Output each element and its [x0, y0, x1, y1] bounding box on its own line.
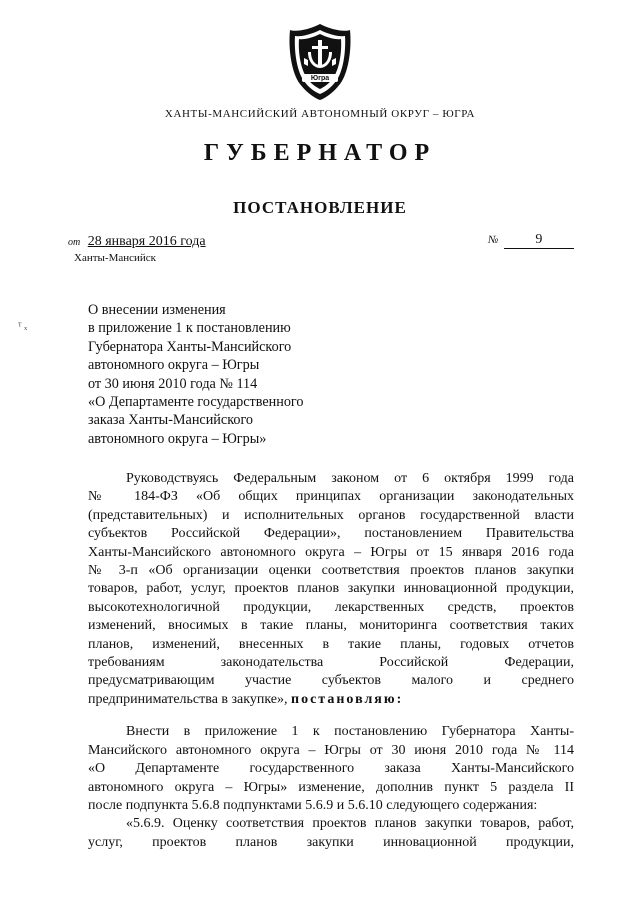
decree-body [88, 470, 574, 852]
document-type: ПОСТАНОВЛЕНИЕ [233, 198, 407, 217]
body-line: изменений, вносимых в такие планы, мониторинга соответствия таких [88, 618, 574, 634]
body-line: услуг, проектов планов закупки инновационной продукции, [88, 834, 574, 850]
decree-subject [88, 301, 388, 448]
subject-line: «О Департаменте государственного [88, 394, 304, 411]
subject-line: автономного округа – Югры» [88, 430, 267, 447]
date-prefix: от [68, 237, 81, 248]
subject-line: О внесении изменения [88, 302, 226, 318]
body-line: товаров, работ, услуг, проектов планов закупки инновационной продукции, [88, 581, 574, 597]
body-line: после подпункта 5.6.8 подпунктами 5.6.9 и 5.6.10 следующего содержания: [88, 797, 538, 813]
body-line: (представительных) и исполнительных органов государственной власти [88, 507, 574, 523]
emblem-caption: Югра [310, 75, 330, 82]
margin-mark: ᵀ ₓ [18, 321, 28, 332]
decree-number-row [488, 232, 574, 249]
body-line: субъектов Российской Федерации», постановлением Правительства [88, 526, 574, 542]
coat-of-arms-icon [278, 20, 362, 104]
body-line: Мансийского автономного округа – Югры от 30 июня 2010 года № 114 [88, 742, 574, 758]
decree-date: 28 января 2016 года [87, 234, 206, 249]
resolve-word: постановляю: [291, 691, 404, 707]
body-line-final [88, 691, 574, 709]
subject-line: от 30 июня 2010 года № 114 [88, 375, 258, 392]
subject-line: автономного округа – Югры [88, 357, 260, 374]
subject-line: в приложение 1 к постановлению [88, 320, 291, 337]
body-line: Внести в приложение 1 к постановлению Губернатора Ханты- [126, 724, 574, 740]
paragraph-gap [88, 709, 574, 723]
body-line: № 3-п «Об организации оценки соответствия проектов планов закупки [88, 563, 574, 579]
body-line: предусматривающим участие субъектов малого и среднего [88, 673, 574, 689]
body-line: требованиям законодательства Российской Федерации, [88, 655, 574, 671]
body-line: Руководствуясь Федеральным законом от 6 октября 1999 года [126, 471, 574, 486]
body-line: «О Департаменте государственного заказа Ханты-Мансийского [88, 761, 574, 777]
subject-line: заказа Ханты-Мансийского [88, 412, 254, 429]
body-line: № 184-ФЗ «Об общих принципах организации законодательных [88, 489, 574, 505]
number-prefix: № [488, 234, 499, 246]
amendment-paragraph [88, 815, 574, 852]
operative-paragraph [88, 723, 574, 815]
body-line: планов, изменений, внесенных в такие планы, годовых отчетов [88, 636, 574, 652]
authority-title: ГУБЕРНАТОР [203, 140, 437, 166]
body-line: «5.6.9. Оценку соответствия проектов планов закупки товаров, работ, [126, 816, 574, 832]
decree-place: Ханты-Мансийск [74, 252, 157, 264]
preamble-paragraph [88, 470, 574, 709]
body-line: автономного округа – Югры» изменение, дополнив пункт 5 раздела II [88, 779, 574, 795]
subject-line: Губернатора Ханты-Мансийского [88, 338, 292, 355]
decree-number: 9 [504, 232, 574, 249]
body-line: Ханты-Мансийского автономного округа – Югры от 15 января 2016 года [88, 544, 574, 560]
body-line: высокотехнологичной продукции, лекарственных средств, проектов [88, 599, 574, 615]
decree-date-row [68, 234, 206, 250]
body-line-text: предпринимательства в закупке», [88, 691, 292, 707]
region-name: ХАНТЫ-МАНСИЙСКИЙ АВТОНОМНЫЙ ОКРУГ – ЮГРА [164, 108, 476, 120]
